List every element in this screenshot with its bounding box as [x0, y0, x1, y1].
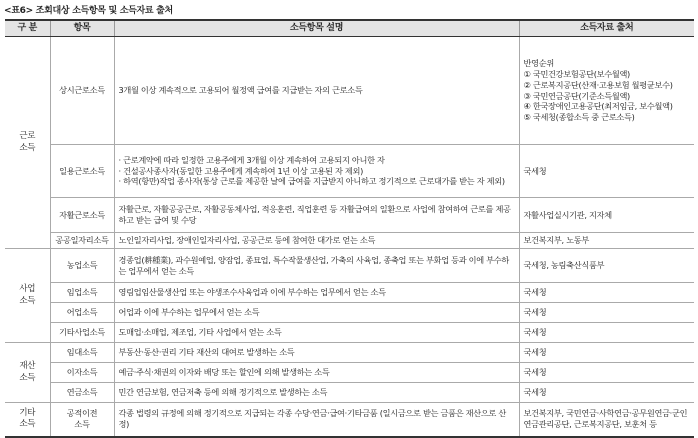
- table-row: [5, 343, 694, 363]
- description-cell: 경종업(耕種業), 과수원예업, 양잠업, 종묘업, 특수작물생산업, 가축의 사육업, 종축업 또는 부화업 등과 이에 부수하는 업무에서 얻는 소득: [114, 249, 519, 283]
- table-row: [5, 323, 694, 343]
- source-cell: 자활사업실시기관, 지자체: [519, 198, 694, 233]
- description-cell: 노인일자리사업, 장애인일자리사업, 공공근로 등에 참여한 대가로 얻는 소득: [114, 233, 519, 249]
- category-other: 기타 소득: [5, 403, 50, 437]
- item-cell: 임대소득: [50, 343, 114, 363]
- source-cell: 국세청: [519, 343, 694, 363]
- item-cell: 연금소득: [50, 383, 114, 403]
- item-cell: 기타사업소득: [50, 323, 114, 343]
- description-cell: [114, 145, 519, 198]
- source-cell: [519, 37, 694, 145]
- table-row: [5, 145, 694, 198]
- source-cell: 국세청: [519, 383, 694, 403]
- source-cell: 국세청: [519, 145, 694, 198]
- item-cell: 공적이전 소득: [50, 403, 114, 437]
- item-cell: 농업소득: [50, 249, 114, 283]
- table-row: [5, 283, 694, 303]
- source-line: ⑤ 국세청(종합소득 중 근로소득): [523, 112, 635, 123]
- source-line: ③ 국민연금공단(기준소득월액): [523, 90, 630, 101]
- source-line: ② 근로복지공단(산재·고용보험 월평균보수): [523, 79, 673, 90]
- table-row: [5, 383, 694, 403]
- header-item: 항목: [50, 20, 114, 37]
- header-description: 소득항목 설명: [114, 20, 519, 37]
- header-category: 구 분: [5, 20, 50, 37]
- source-cell: 국세청: [519, 363, 694, 383]
- table-caption: <표6> 조회대상 소득항목 및 소득자료 출처: [4, 6, 173, 16]
- header-row: [5, 20, 694, 37]
- description-cell: 예금·주식·채권의 이자와 배당 또는 할인에 의해 발생하는 소득: [114, 363, 519, 383]
- table-row: [5, 249, 694, 283]
- item-cell: 어업소득: [50, 303, 114, 323]
- table-row: [5, 363, 694, 383]
- source-cell: 국세청: [519, 303, 694, 323]
- item-cell: 상시근로소득: [50, 37, 114, 145]
- source-cell: 국세청, 농림축산식품부: [519, 249, 694, 283]
- description-cell: 민간 연금보험, 연금저축 등에 의해 정기적으로 발생하는 소득: [114, 383, 519, 403]
- description-cell: 3개월 이상 계속적으로 고용되어 월정액 급여를 지급받는 자의 근로소득: [114, 37, 519, 145]
- description-cell: 어업과 이에 부수하는 업무에서 얻는 소득: [114, 303, 519, 323]
- item-cell: 자활근로소득: [50, 198, 114, 233]
- description-bullet: · 하역(항만)작업 종사자(통상 근로를 제공한 날에 급여를 지급받지 아니하고 정기적으로 근로대가를 받는 자 제외): [118, 176, 505, 187]
- description-bullet: · 근로계약에 따라 일정한 고용주에게 3개월 이상 계속하여 고용되지 아니한 자: [118, 154, 385, 165]
- item-cell: 일용근로소득: [50, 145, 114, 198]
- table-row: [5, 198, 694, 233]
- table-row: [5, 37, 694, 145]
- source-cell: 보건복지부, 국민연금·사학연금·공무원연금·군인연금관리공단, 근로복지공단, 보훈처 등: [519, 403, 694, 437]
- source-line: ① 국민건강보험공단(보수월액): [523, 68, 630, 79]
- description-cell: 각종 법령의 규정에 의해 정기적으로 지급되는 각종 수당·연금·급여·기타금품 (일시금으로 받는 금품은 재산으로 산정): [114, 403, 519, 437]
- description-cell: 부동산·동산·권리 기타 재산의 대여로 발생하는 소득: [114, 343, 519, 363]
- description-cell: 도매업·소매업, 제조업, 기타 사업에서 얻는 소득: [114, 323, 519, 343]
- source-cell: 국세청: [519, 283, 694, 303]
- description-bullet: · 건설공사종사자(동일한 고용주에게 계속하여 1년 이상 고용된 자 제외): [118, 165, 363, 176]
- table-row: [5, 233, 694, 249]
- source-cell: 보건복지부, 노동부: [519, 233, 694, 249]
- item-cell: 임업소득: [50, 283, 114, 303]
- category-work: 근로 소득: [5, 37, 50, 249]
- source-line: ④ 한국장애인고용공단(최저임금, 보수월액): [523, 101, 673, 112]
- item-cell: 공공일자리소득: [50, 233, 114, 249]
- income-items-table: [5, 19, 694, 438]
- category-business: 사업 소득: [5, 249, 50, 343]
- header-source: 소득자료 출처: [519, 20, 694, 37]
- source-cell: 국세청: [519, 323, 694, 343]
- item-cell: 이자소득: [50, 363, 114, 383]
- category-property: 재산 소득: [5, 343, 50, 403]
- table-row: [5, 403, 694, 437]
- description-cell: 영림업임산물생산업 또는 야생조수사육업과 이에 부수하는 업무에서 얻는 소득: [114, 283, 519, 303]
- description-cell: 자활근로, 자활공공근로, 자활공동체사업, 적응훈련, 직업훈련 등 자활급여의 일환으로 사업에 참여하여 근로를 제공하고 받는 급여 및 수당: [114, 198, 519, 233]
- source-line: 반영순위: [523, 58, 554, 69]
- table-row: [5, 303, 694, 323]
